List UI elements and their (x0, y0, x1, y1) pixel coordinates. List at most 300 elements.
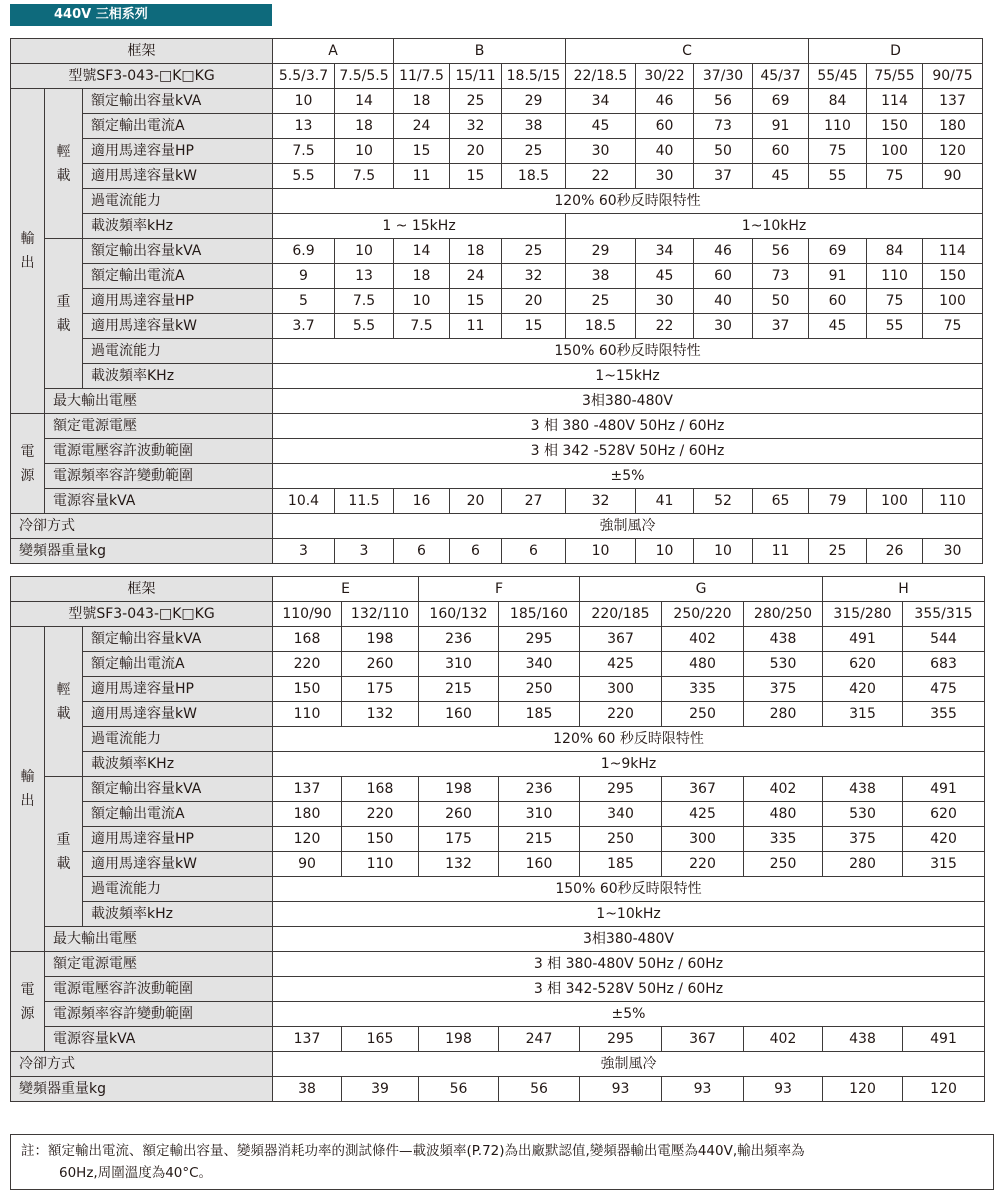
row-label-heavy-hp: 適用馬達容量HP (83, 289, 273, 314)
model-cell: 5.5/3.7 (273, 64, 335, 89)
model-cell: 7.5/5.5 (335, 64, 394, 89)
value-cell: 198 (419, 1027, 499, 1052)
value-cell: 11 (394, 164, 450, 189)
value-cell: 480 (744, 802, 823, 827)
value-cell: 185 (580, 852, 662, 877)
supply-voltage_range-value: 3 相 342-528V 50Hz / 60Hz (273, 977, 985, 1002)
value-cell: 32 (450, 114, 502, 139)
value-cell: 110 (273, 702, 342, 727)
value-cell: 6 (394, 539, 450, 564)
heavy-carrier-value: 1~15kHz (273, 364, 983, 389)
light-duty-label (45, 627, 83, 777)
value-cell: 295 (580, 777, 662, 802)
value-cell: 475 (903, 677, 985, 702)
value-cell: 402 (744, 777, 823, 802)
value-cell: 420 (823, 677, 903, 702)
value-cell: 367 (662, 1027, 744, 1052)
value-cell: 250 (580, 827, 662, 852)
frame-H: H (823, 577, 985, 602)
frame-A: A (273, 39, 394, 64)
cooling-value: 強制風冷 (273, 514, 983, 539)
value-cell: 15 (394, 139, 450, 164)
value-cell: 10 (566, 539, 636, 564)
value-cell: 11 (753, 539, 809, 564)
model-cell: 18.5/15 (502, 64, 566, 89)
light-overcurrent-value: 120% 60秒反時限特性 (273, 189, 983, 214)
row-label-weight: 變頻器重量kg (11, 1077, 273, 1102)
value-cell: 30 (694, 314, 753, 339)
value-cell: 20 (502, 289, 566, 314)
value-cell: 220 (273, 652, 342, 677)
power-group-label-char: 源 (20, 1005, 35, 1022)
row-label-heavy-kva: 額定輸出容量kVA (83, 239, 273, 264)
value-cell: 120 (273, 827, 342, 852)
row-label-light-amps: 額定輸出電流A (83, 114, 273, 139)
model-cell: 132/110 (342, 602, 419, 627)
value-cell: 120 (903, 1077, 985, 1102)
model-cell: 11/7.5 (394, 64, 450, 89)
value-cell: 438 (823, 777, 903, 802)
value-cell: 5.5 (335, 314, 394, 339)
row-label-heavy-amps: 額定輸出電流A (83, 264, 273, 289)
heavy-duty-label-char: 重 (56, 293, 71, 310)
value-cell: 50 (694, 139, 753, 164)
value-cell: 60 (809, 289, 867, 314)
value-cell: 11.5 (335, 489, 394, 514)
value-cell: 247 (499, 1027, 580, 1052)
value-cell: 75 (809, 139, 867, 164)
value-cell: 683 (903, 652, 985, 677)
value-cell: 15 (450, 289, 502, 314)
value-cell: 56 (753, 239, 809, 264)
value-cell: 530 (823, 802, 903, 827)
value-cell: 22 (566, 164, 636, 189)
value-cell: 25 (450, 89, 502, 114)
supply-freq_range-value: ±5% (273, 1002, 985, 1027)
value-cell: 38 (566, 264, 636, 289)
value-cell: 40 (636, 139, 694, 164)
row-label-heavy-overcurrent: 過電流能力 (83, 877, 273, 902)
value-cell: 24 (394, 114, 450, 139)
model-cell: 160/132 (419, 602, 499, 627)
value-cell: 69 (753, 89, 809, 114)
model-cell: 110/90 (273, 602, 342, 627)
value-cell: 25 (566, 289, 636, 314)
value-cell: 375 (744, 677, 823, 702)
value-cell: 100 (923, 289, 983, 314)
value-cell: 93 (580, 1077, 662, 1102)
value-cell: 56 (499, 1077, 580, 1102)
value-cell: 150 (923, 264, 983, 289)
value-cell: 9 (273, 264, 335, 289)
value-cell: 491 (903, 1027, 985, 1052)
value-cell: 250 (499, 677, 580, 702)
value-cell: 32 (566, 489, 636, 514)
row-label-light-carrier: 載波頻率kHz (83, 214, 273, 239)
value-cell: 3 (335, 539, 394, 564)
value-cell: 29 (566, 239, 636, 264)
value-cell: 65 (753, 489, 809, 514)
value-cell: 110 (867, 264, 923, 289)
value-cell: 132 (342, 702, 419, 727)
supply-voltage-value: 3 相 380 -480V 50Hz / 60Hz (273, 414, 983, 439)
value-cell: 295 (499, 627, 580, 652)
value-cell: 620 (823, 652, 903, 677)
supply-voltage-value: 3 相 380-480V 50Hz / 60Hz (273, 952, 985, 977)
value-cell: 120 (923, 139, 983, 164)
value-cell: 14 (335, 89, 394, 114)
value-cell: 375 (823, 827, 903, 852)
section-title: 440V 三相系列 (10, 4, 272, 26)
value-cell: 100 (867, 489, 923, 514)
value-cell: 215 (499, 827, 580, 852)
value-cell: 46 (636, 89, 694, 114)
value-cell: 300 (580, 677, 662, 702)
value-cell: 6.9 (273, 239, 335, 264)
row-label-light-kva: 額定輸出容量kVA (83, 89, 273, 114)
row-label-light-kva: 額定輸出容量kVA (83, 627, 273, 652)
value-cell: 160 (499, 852, 580, 877)
value-cell: 45 (636, 264, 694, 289)
value-cell: 367 (662, 777, 744, 802)
value-cell: 300 (662, 827, 744, 852)
value-cell: 10 (273, 89, 335, 114)
value-cell: 402 (744, 1027, 823, 1052)
value-cell: 79 (809, 489, 867, 514)
value-cell: 3 (273, 539, 335, 564)
value-cell: 56 (419, 1077, 499, 1102)
value-cell: 110 (342, 852, 419, 877)
value-cell: 168 (342, 777, 419, 802)
cooling-value: 強制風冷 (273, 1052, 985, 1077)
model-header: 型號SF3-043-□K□KG (11, 64, 273, 89)
value-cell: 480 (662, 652, 744, 677)
output-group-label (11, 89, 45, 414)
light-duty-label-char: 載 (56, 705, 71, 722)
value-cell: 38 (502, 114, 566, 139)
row-label-light-hp: 適用馬達容量HP (83, 139, 273, 164)
value-cell: 15 (502, 314, 566, 339)
value-cell: 34 (636, 239, 694, 264)
value-cell: 10 (335, 239, 394, 264)
power-group-label-char: 電 (20, 443, 35, 460)
value-cell: 150 (273, 677, 342, 702)
value-cell: 7.5 (335, 164, 394, 189)
value-cell: 150 (867, 114, 923, 139)
value-cell: 30 (636, 289, 694, 314)
light-duty-label (45, 89, 83, 239)
light-duty-label-char: 載 (56, 167, 71, 184)
value-cell: 38 (273, 1077, 342, 1102)
value-cell: 438 (744, 627, 823, 652)
value-cell: 45 (753, 164, 809, 189)
value-cell: 185 (499, 702, 580, 727)
value-cell: 13 (335, 264, 394, 289)
value-cell: 55 (809, 164, 867, 189)
value-cell: 18.5 (502, 164, 566, 189)
value-cell: 137 (923, 89, 983, 114)
value-cell: 220 (342, 802, 419, 827)
value-cell: 29 (502, 89, 566, 114)
value-cell: 425 (580, 652, 662, 677)
value-cell: 75 (867, 164, 923, 189)
output-group-label-char: 輸 (20, 769, 35, 785)
value-cell: 425 (662, 802, 744, 827)
value-cell: 90 (273, 852, 342, 877)
model-cell: 315/280 (823, 602, 903, 627)
value-cell: 220 (662, 852, 744, 877)
value-cell: 27 (502, 489, 566, 514)
value-cell: 18 (394, 264, 450, 289)
value-cell: 215 (419, 677, 499, 702)
light-duty-label-char: 輕 (56, 143, 71, 160)
model-cell: 185/160 (499, 602, 580, 627)
value-cell: 175 (419, 827, 499, 852)
output-group-label-char: 出 (20, 793, 35, 809)
value-cell: 16 (394, 489, 450, 514)
heavy-overcurrent-value: 150% 60秒反時限特性 (273, 339, 983, 364)
value-cell: 165 (342, 1027, 419, 1052)
value-cell: 32 (502, 264, 566, 289)
value-cell: 175 (342, 677, 419, 702)
value-cell: 10 (335, 139, 394, 164)
value-cell: 55 (867, 314, 923, 339)
row-label-light-hp: 適用馬達容量HP (83, 677, 273, 702)
value-cell: 30 (923, 539, 983, 564)
value-cell: 120 (823, 1077, 903, 1102)
value-cell: 56 (694, 89, 753, 114)
light-carrier-value-a: 1 ~ 15kHz (273, 214, 566, 239)
value-cell: 41 (636, 489, 694, 514)
row-label-light-carrier: 載波頻率KHz (83, 752, 273, 777)
value-cell: 52 (694, 489, 753, 514)
power-group-label (11, 414, 45, 514)
value-cell: 18 (394, 89, 450, 114)
heavy-duty-label-char: 載 (56, 855, 71, 872)
output-group-label-char: 輸 (20, 231, 35, 247)
supply-voltage_range-value: 3 相 342 -528V 50Hz / 60Hz (273, 439, 983, 464)
value-cell: 22 (636, 314, 694, 339)
model-cell: 90/75 (923, 64, 983, 89)
value-cell: 91 (809, 264, 867, 289)
frame-header: 框架 (11, 577, 273, 602)
row-label-heavy-overcurrent: 過電流能力 (83, 339, 273, 364)
model-cell: 45/37 (753, 64, 809, 89)
heavy-duty-label (45, 239, 83, 389)
value-cell: 220 (580, 702, 662, 727)
value-cell: 93 (662, 1077, 744, 1102)
value-cell: 198 (419, 777, 499, 802)
value-cell: 11 (450, 314, 502, 339)
heavy-duty-label-char: 重 (56, 831, 71, 848)
row-label-heavy-carrier: 載波頻率KHz (83, 364, 273, 389)
row-label-supply-voltage_range: 電源電壓容許波動範圍 (45, 439, 273, 464)
value-cell: 20 (450, 489, 502, 514)
value-cell: 5 (273, 289, 335, 314)
value-cell: 50 (753, 289, 809, 314)
value-cell: 198 (342, 627, 419, 652)
model-cell: 355/315 (903, 602, 985, 627)
value-cell: 14 (394, 239, 450, 264)
value-cell: 250 (744, 852, 823, 877)
value-cell: 355 (903, 702, 985, 727)
value-cell: 180 (923, 114, 983, 139)
value-cell: 438 (823, 1027, 903, 1052)
value-cell: 180 (273, 802, 342, 827)
value-cell: 100 (867, 139, 923, 164)
value-cell: 5.5 (273, 164, 335, 189)
value-cell: 93 (744, 1077, 823, 1102)
value-cell: 137 (273, 777, 342, 802)
value-cell: 260 (342, 652, 419, 677)
value-cell: 25 (502, 239, 566, 264)
output-group-label-char: 出 (20, 255, 35, 271)
heavy-overcurrent-value: 150% 60秒反時限特性 (273, 877, 985, 902)
model-cell: 30/22 (636, 64, 694, 89)
value-cell: 18.5 (566, 314, 636, 339)
value-cell: 402 (662, 627, 744, 652)
row-label-supply-freq_range: 電源頻率容許變動範圍 (45, 464, 273, 489)
row-label-light-kw: 適用馬達容量kW (83, 702, 273, 727)
value-cell: 340 (580, 802, 662, 827)
value-cell: 91 (753, 114, 809, 139)
value-cell: 310 (419, 652, 499, 677)
max-voltage-value: 3相380-480V (273, 927, 985, 952)
value-cell: 84 (809, 89, 867, 114)
light-carrier-value-b: 1~10kHz (566, 214, 983, 239)
value-cell: 34 (566, 89, 636, 114)
value-cell: 491 (823, 627, 903, 652)
row-label-supply-freq_range: 電源頻率容許變動範圍 (45, 1002, 273, 1027)
row-label-supply-kva: 電源容量kVA (45, 489, 273, 514)
light-overcurrent-value: 120% 60 秒反時限特性 (273, 727, 985, 752)
value-cell: 310 (499, 802, 580, 827)
value-cell: 280 (744, 702, 823, 727)
value-cell: 335 (744, 827, 823, 852)
value-cell: 46 (694, 239, 753, 264)
value-cell: 60 (694, 264, 753, 289)
value-cell: 45 (809, 314, 867, 339)
value-cell: 24 (450, 264, 502, 289)
frame-F: F (419, 577, 580, 602)
value-cell: 30 (636, 164, 694, 189)
row-label-supply-kva: 電源容量kVA (45, 1027, 273, 1052)
value-cell: 491 (903, 777, 985, 802)
value-cell: 75 (923, 314, 983, 339)
row-label-heavy-kw: 適用馬達容量kW (83, 314, 273, 339)
value-cell: 13 (273, 114, 335, 139)
model-cell: 75/55 (867, 64, 923, 89)
value-cell: 340 (499, 652, 580, 677)
value-cell: 236 (419, 627, 499, 652)
value-cell: 60 (753, 139, 809, 164)
value-cell: 40 (694, 289, 753, 314)
row-label-heavy-kw: 適用馬達容量kW (83, 852, 273, 877)
model-cell: 15/11 (450, 64, 502, 89)
power-group-label-char: 源 (20, 467, 35, 484)
value-cell: 73 (694, 114, 753, 139)
value-cell: 110 (923, 489, 983, 514)
value-cell: 114 (867, 89, 923, 114)
heavy-carrier-value: 1~10kHz (273, 902, 985, 927)
value-cell: 168 (273, 627, 342, 652)
value-cell: 530 (744, 652, 823, 677)
value-cell: 250 (662, 702, 744, 727)
footnote-line-1: 註：額定輸出電流、額定輸出容量、變頻器消耗功率的測試條件—載波頻率(P.72)為出廠默認值,變頻器輸出電壓為440V,輸出頻率為 (21, 1143, 805, 1159)
row-label-heavy-hp: 適用馬達容量HP (83, 827, 273, 852)
value-cell: 420 (903, 827, 985, 852)
model-header: 型號SF3-043-□K□KG (11, 602, 273, 627)
footnote (10, 1134, 994, 1190)
value-cell: 335 (662, 677, 744, 702)
frame-G: G (580, 577, 823, 602)
row-label-heavy-amps: 額定輸出電流A (83, 802, 273, 827)
light-duty-label-char: 輕 (56, 681, 71, 698)
heavy-duty-label (45, 777, 83, 927)
row-label-max-voltage: 最大輸出電壓 (45, 927, 273, 952)
footnote-line-2: 60Hz,周圍溫度為40°C。 (59, 1165, 213, 1181)
frame-E: E (273, 577, 419, 602)
model-cell: 22/18.5 (566, 64, 636, 89)
value-cell: 73 (753, 264, 809, 289)
value-cell: 280 (823, 852, 903, 877)
value-cell: 315 (823, 702, 903, 727)
supply-freq_range-value: ±5% (273, 464, 983, 489)
row-label-heavy-carrier: 載波頻率kHz (83, 902, 273, 927)
model-cell: 250/220 (662, 602, 744, 627)
value-cell: 7.5 (394, 314, 450, 339)
value-cell: 15 (450, 164, 502, 189)
value-cell: 37 (753, 314, 809, 339)
value-cell: 7.5 (273, 139, 335, 164)
value-cell: 30 (566, 139, 636, 164)
row-label-cooling: 冷卻方式 (11, 1052, 273, 1077)
value-cell: 25 (502, 139, 566, 164)
value-cell: 3.7 (273, 314, 335, 339)
value-cell: 137 (273, 1027, 342, 1052)
row-label-light-overcurrent: 過電流能力 (83, 727, 273, 752)
value-cell: 620 (903, 802, 985, 827)
value-cell: 90 (923, 164, 983, 189)
power-group-label (11, 952, 45, 1052)
value-cell: 315 (903, 852, 985, 877)
value-cell: 6 (502, 539, 566, 564)
value-cell: 150 (342, 827, 419, 852)
power-group-label-char: 電 (20, 981, 35, 998)
value-cell: 45 (566, 114, 636, 139)
model-cell: 220/185 (580, 602, 662, 627)
spec-table-frames-a-d (10, 38, 983, 564)
value-cell: 544 (903, 627, 985, 652)
value-cell: 10.4 (273, 489, 335, 514)
value-cell: 75 (867, 289, 923, 314)
value-cell: 20 (450, 139, 502, 164)
value-cell: 132 (419, 852, 499, 877)
value-cell: 18 (335, 114, 394, 139)
value-cell: 84 (867, 239, 923, 264)
heavy-duty-label-char: 載 (56, 317, 71, 334)
value-cell: 7.5 (335, 289, 394, 314)
value-cell: 110 (809, 114, 867, 139)
value-cell: 60 (636, 114, 694, 139)
row-label-light-kw: 適用馬達容量kW (83, 164, 273, 189)
value-cell: 26 (867, 539, 923, 564)
frame-C: C (566, 39, 809, 64)
value-cell: 10 (694, 539, 753, 564)
value-cell: 114 (923, 239, 983, 264)
row-label-supply-voltage_range: 電源電壓容許波動範圍 (45, 977, 273, 1002)
row-label-light-overcurrent: 過電流能力 (83, 189, 273, 214)
